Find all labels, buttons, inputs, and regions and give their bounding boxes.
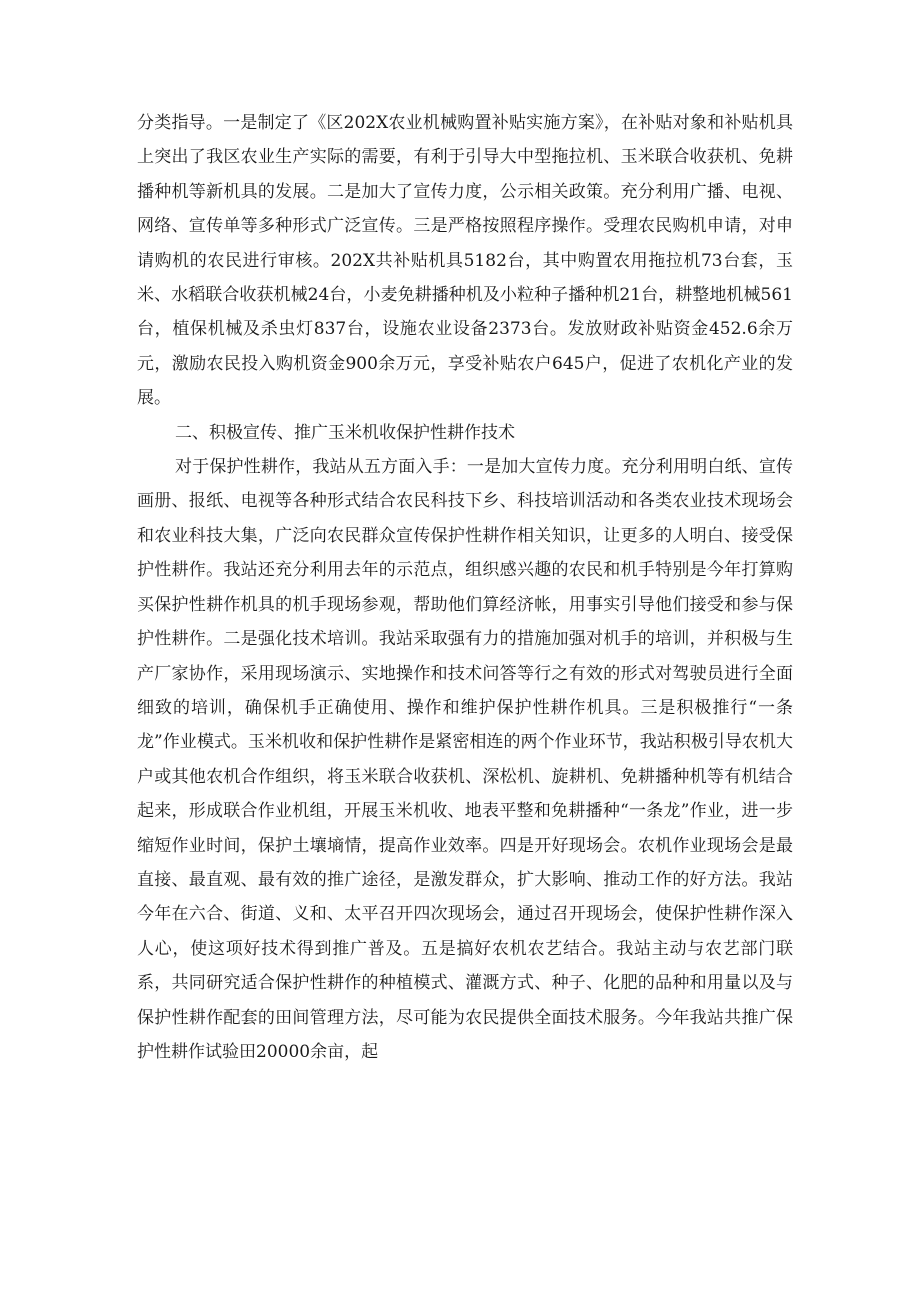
body-paragraph-continuation: 分类指导。一是制定了《区202X农业机械购置补贴实施方案》，在补贴对象和补贴机具上突出了我区农业生产实际的需要，有利于引导大中型拖拉机、玉米联合收获机、免耕播种机等新机具的发展。二是加大了宣传力度，公示相关政策。充分利用广播、电视、网络、宣传单等多种形式广泛宣传。三是严格按照程序操作。受理农民购机申请，对申请购机的农民进行审核。202X共补贴机具5182台，其中购置农用拖拉机73台套，玉米、水稻联合收获机械24台，小麦免耕播种机及小粒种子播种机21台，耕整地机械561台，植保机械及杀虫灯837台，设施农业设备2373台。发放财政补贴资金452.6余万元，激励农民投入购机资金900余万元，享受补贴农户645户，促进了农机化产业的发展。 bbox=[137, 113, 793, 409]
document-body bbox=[137, 106, 793, 1069]
section-heading: 二、积极宣传、推广玉米机收保护性耕作技术 bbox=[175, 422, 515, 443]
body-paragraph: 对于保护性耕作，我站从五方面入手：一是加大宣传力度。充分利用明白纸、宣传画册、报纸、电视等各种形式结合农民科技下乡、科技培训活动和各类农业技术现场会和农业科技大集，广泛向农民群众宣传保护性耕作相关知识，让更多的人明白、接受保护性耕作。我站还充分利用去年的示范点，组织感兴趣的农民和机手特别是今年打算购买保护性耕作机具的机手现场参观，帮助他们算经济帐，用事实引导他们接受和参与保护性耕作。二是强化技术培训。我站采取强有力的措施加强对机手的培训，并积极与生产厂家协作，采用现场演示、实地操作和技术问答等行之有效的形式对驾驶员进行全面细致的培训，确保机手正确使用、操作和维护保护性耕作机具。三是积极推行“一条龙”作业模式。玉米机收和保护性耕作是紧密相连的两个作业环节，我站积极引导农机大户或其他农机合作组织，将玉米联合收获机、深松机、旋耕机、免耕播种机等有机结合起来，形成联合作业机组，开展玉米机收、地表平整和免耕播种“一条龙”作业，进一步缩短作业时间，保护土壤墒情，提高作业效率。四是开好现场会。农机作业现场会是最直接、最直观、最有效的推广途径，是激发群众，扩大影响、推动工作的好方法。我站今年在六合、街道、义和、太平召开四次现场会，通过召开现场会，使保护性耕作深入人心，使这项好技术得到推广普及。五是搞好农机农艺结合。我站主动与农艺部门联系，共同研究适合保护性耕作的种植模式、灌溉方式、种子、化肥的品种和用量以及与保护性耕作配套的田间管理方法，尽可能为农民提供全面技术服务。今年我站共推广保护性耕作试验田20000余亩，起 bbox=[137, 457, 793, 1062]
